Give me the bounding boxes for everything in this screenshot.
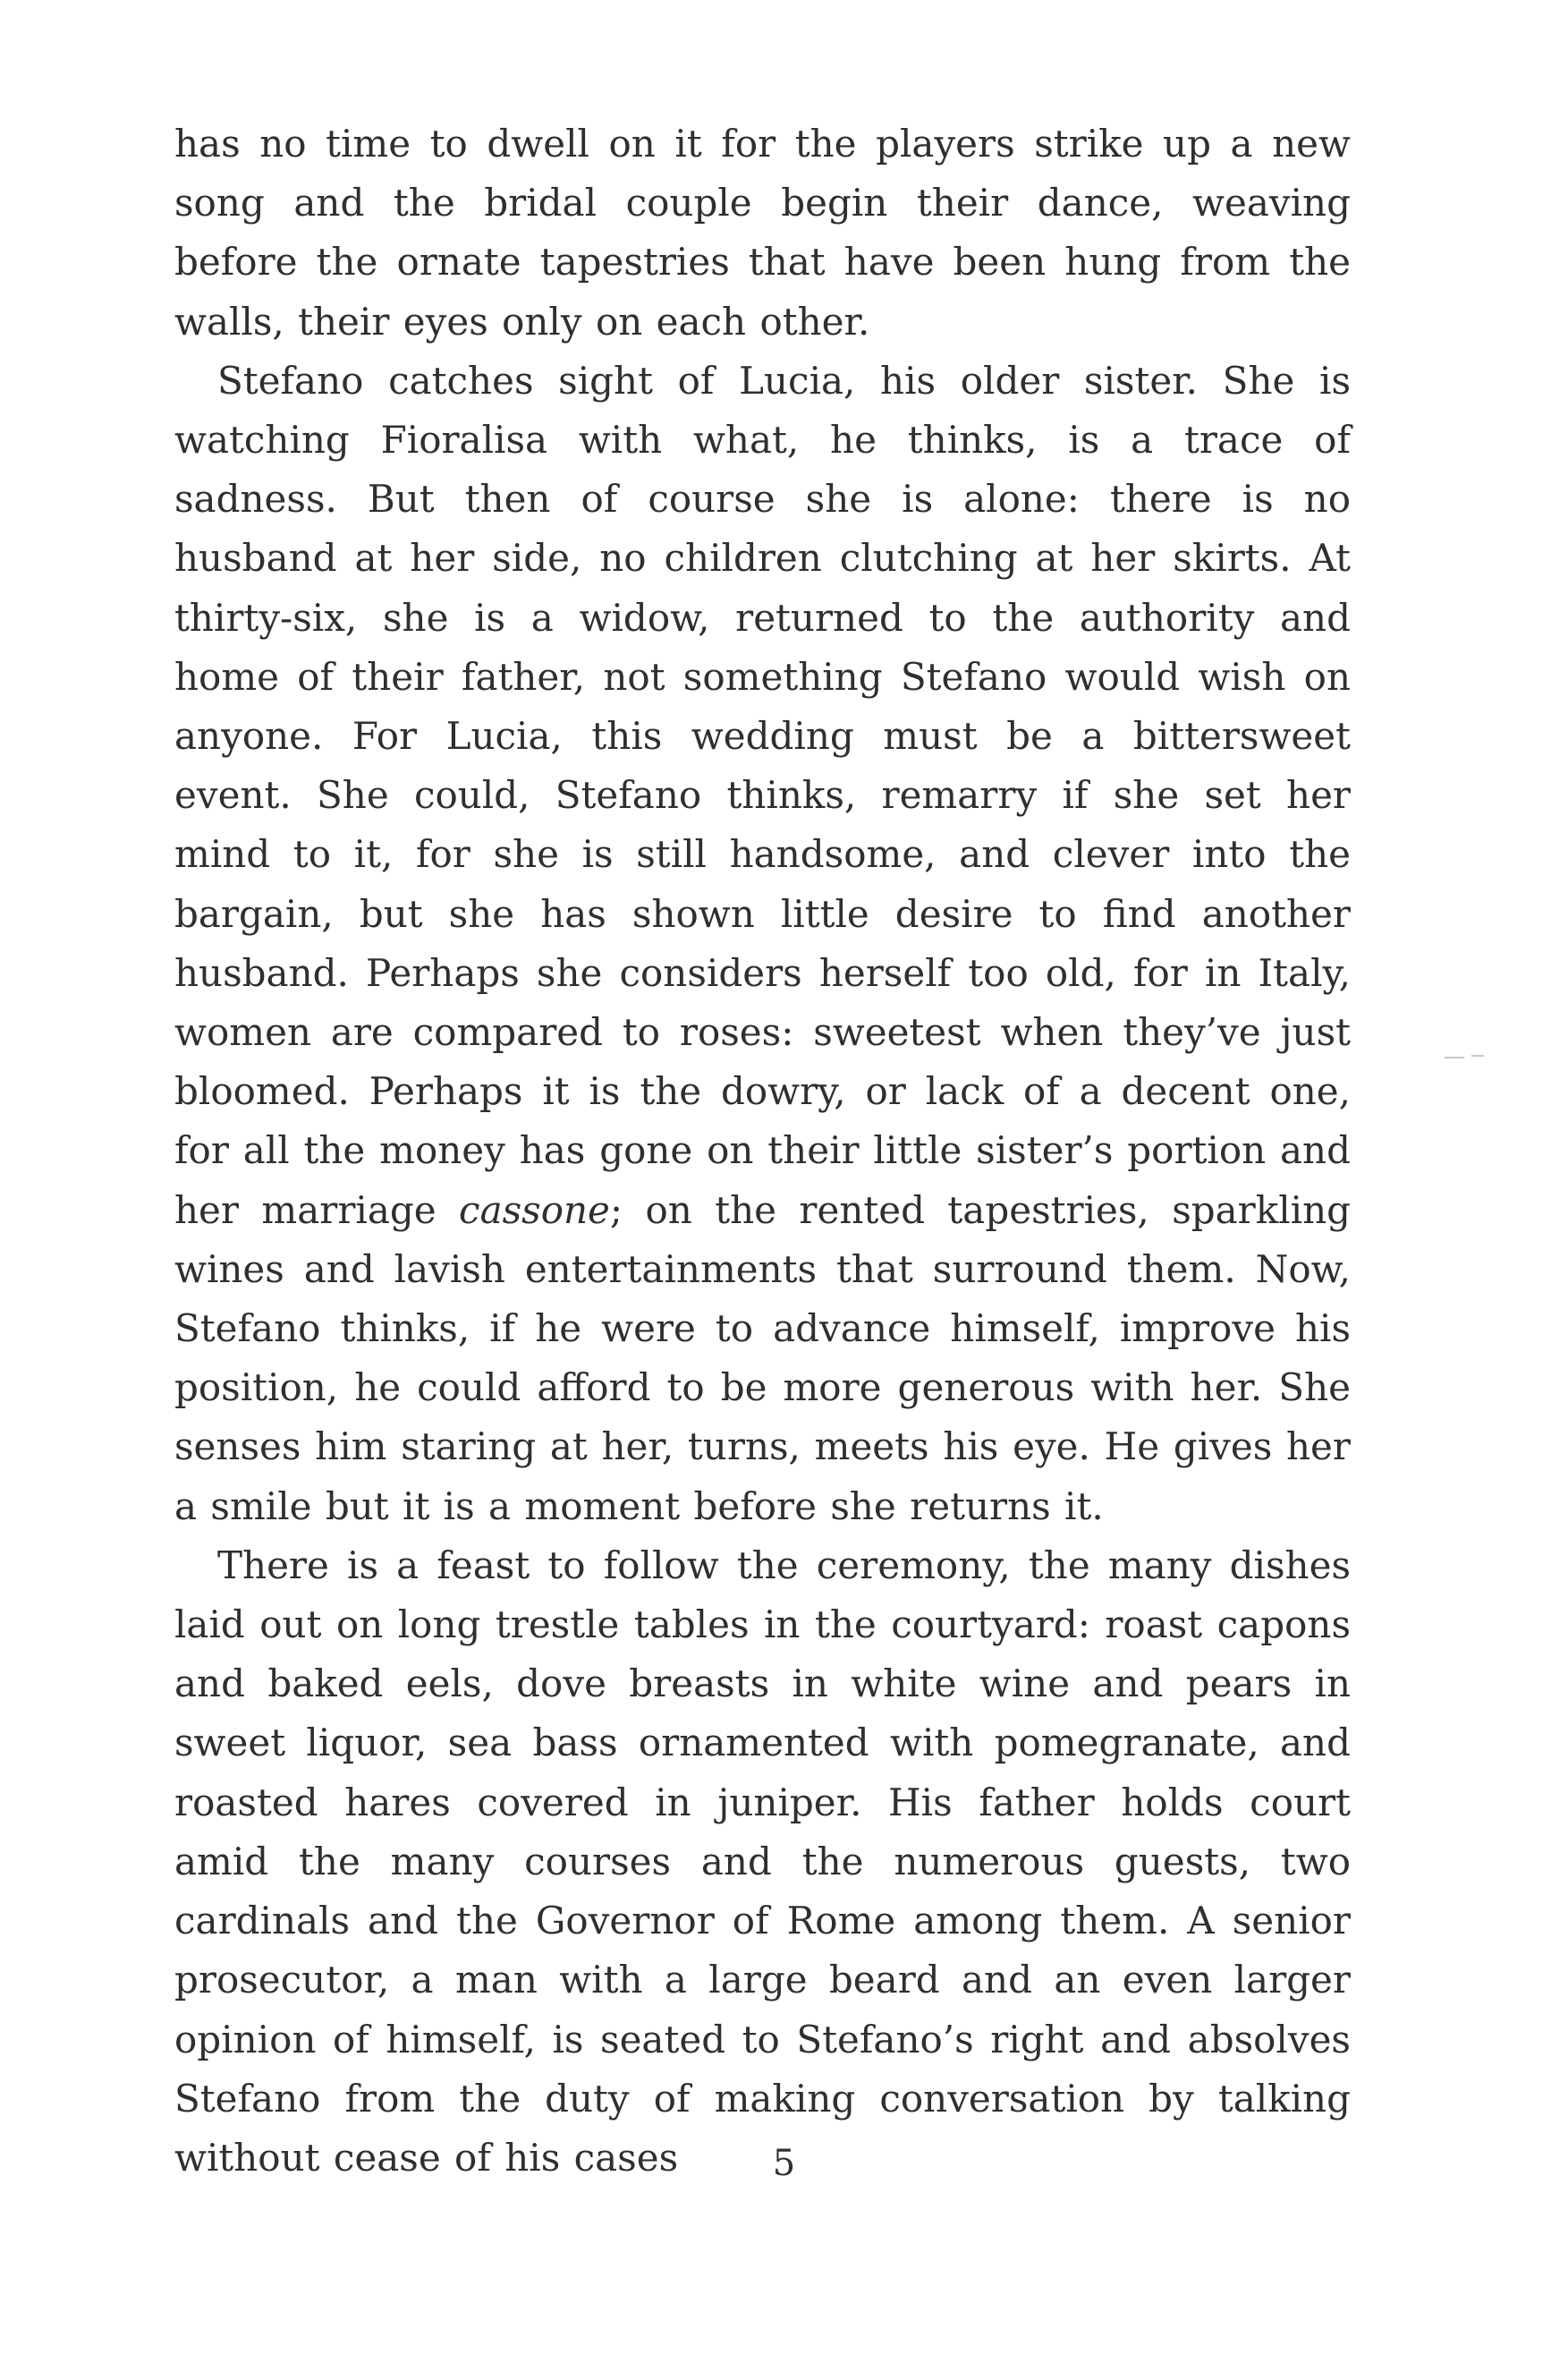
scan-speck [1471, 1055, 1484, 1057]
scan-speck [1445, 1057, 1464, 1058]
paragraph-text: Stefano catches sight of Lucia, his older sister. She is watching Fioralisa with what, he thinks, is a trace of sadness. But then of course she is alone: there is no husband at her side, no children clutching at her skirts. At thirty-six, she is a widow, returned to the authority and home of their father, not something Stefano would wish on anyone. For Lucia, this wedding must be a bittersweet event. She could, Stefano thinks, remarry if she set her mind to it, for she is still handsome, and clever into the bargain, but she has shown little desire to find another husband. Perhaps she considers herself too old, for in Italy, women are compared to roses: sweetest when they’ve just bloomed. Perhaps it is the dowry, or lack of a decent one, for all the money has gone on their little sister’s portion and her marriage [174, 358, 1351, 1232]
body-text [174, 115, 1351, 2188]
paragraph [174, 352, 1351, 1536]
paragraph-text: There is a feast to follow the ceremony, the many dishes laid out on long trestle tables in the courtyard: roast capons and baked eels, dove breasts in white wine and pears in sweet liquor, sea bass ornamented with pomegranate, and roasted hares covered in juniper. His father holds court amid the many courses and the numerous guests, two cardinals and the Governor of Rome among them. A senior prosecutor, a man with a large beard and an even larger opinion of himself, is seated to Stefano’s right and absolves Stefano from the duty of making conversation by talking without cease of his cases [174, 1543, 1351, 2180]
paragraph [174, 115, 1351, 352]
paragraph-text: ; on the rented tapestries, sparkling wines and lavish entertainments that surround them. Now, Stefano thinks, if he were to advance himself, improve his position, he could afford to be more generous with her. She senses him staring at her, turns, meets his eye. He gives her a smile but it is a moment before she returns it. [174, 1187, 1352, 1528]
italic-text: cassone [459, 1187, 610, 1232]
paragraph [174, 1536, 1351, 2188]
page-number: 5 [772, 2143, 796, 2184]
paragraph-text: has no time to dwell on it for the players strike up a new song and the bridal couple begin their dance, weaving before the ornate tapestries that have been hung from the walls, their eyes only on each other. [174, 122, 1351, 344]
